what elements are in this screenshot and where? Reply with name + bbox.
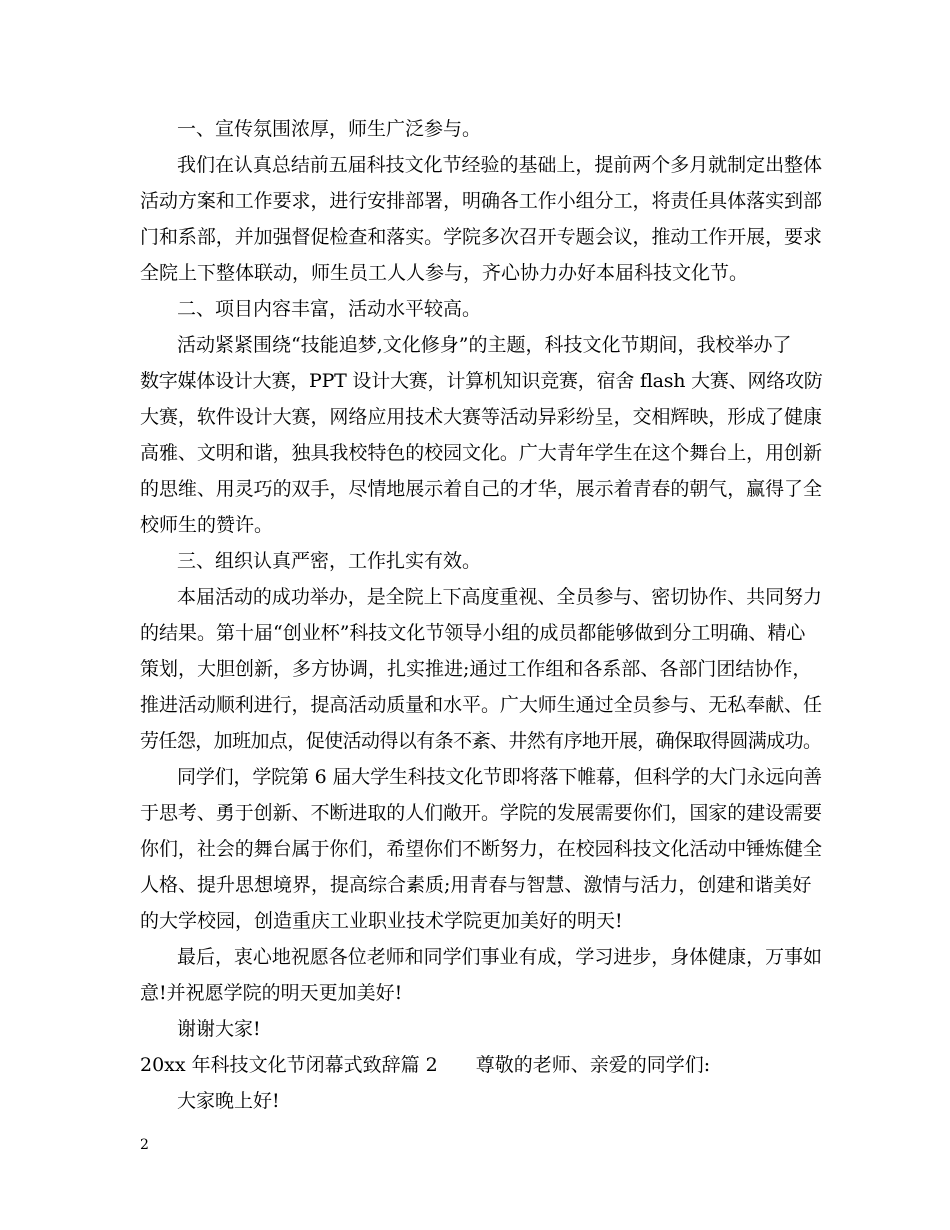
paragraph-line: 门和系部，并加强督促检查和落实。学院多次召开专题会议，推动工作开展，要求 [140, 226, 822, 248]
greeting-line: 大家晚上好! [177, 1090, 280, 1112]
paragraph-line: 高雅、文明和谐，独具我校特色的校园文化。广大青年学生在这个舞台上，用创新 [140, 442, 822, 464]
paragraph-line: 活动紧紧围绕“技能追梦,文化修身”的主题，科技文化节期间，我校举办了 [177, 334, 792, 356]
paragraph-line: 策划，大胆创新，多方协调，扎实推进;通过工作组和各系部、各部门团结协作， [140, 658, 812, 680]
section-heading-3: 三、组织认真严密，工作扎实有效。 [177, 550, 482, 572]
paragraph-line: 活动方案和工作要求，进行安排部署，明确各工作小组分工，将责任具体落实到部 [140, 190, 822, 212]
paragraph-line: 最后，衷心地祝愿各位老师和同学们事业有成，学习进步，身体健康，万事如 [177, 946, 822, 968]
paragraph-line: 的大学校园，创造重庆工业职业技术学院更加美好的明天! [140, 910, 623, 932]
paragraph-line: 我们在认真总结前五届科技文化节经验的基础上，提前两个多月就制定出整体 [177, 154, 822, 176]
paragraph-line: 劳任怨，加班加点，促使活动得以有条不紊、井然有序地开展，确保取得圆满成功。 [140, 730, 822, 752]
paragraph-line: 的思维、用灵巧的双手，尽情地展示着自己的才华，展示着青春的朝气，赢得了全 [140, 478, 822, 500]
paragraph-line: 意!并祝愿学院的明天更加美好! [140, 982, 403, 1004]
paragraph-line: 数字媒体设计大赛，PPT 设计大赛，计算机知识竞赛，宿舍 flash 大赛、网络攻防 [140, 370, 823, 392]
paragraph-line: 你们，社会的舞台属于你们，希望你们不断努力，在校园科技文化活动中锤炼健全 [140, 838, 822, 860]
section-heading-1: 一、宣传氛围浓厚，师生广泛参与。 [177, 118, 482, 140]
paragraph-line: 本届活动的成功举办，是全院上下高度重视、全员参与、密切协作、共同努力 [177, 586, 822, 608]
paragraph-line: 推进活动顺利进行，提高活动质量和水平。广大师生通过全员参与、无私奉献、任 [140, 694, 822, 716]
paragraph-line: 校师生的赞许。 [140, 514, 274, 536]
paragraph-line: 大赛，软件设计大赛，网络应用技术大赛等活动异彩纷呈，交相辉映，形成了健康 [140, 406, 822, 428]
paragraph-line: 同学们，学院第 6 届大学生科技文化节即将落下帷幕，但科学的大门永远向善 [177, 766, 822, 788]
paragraph-line: 全院上下整体联动，师生员工人人参与，齐心协力办好本届科技文化节。 [140, 262, 749, 284]
section-heading-2: 二、项目内容丰富，活动水平较高。 [177, 298, 482, 320]
thanks-line: 谢谢大家! [177, 1018, 261, 1040]
page-number: 2 [140, 1137, 149, 1153]
paragraph-line: 人格、提升思想境界，提高综合素质;用青春与智慧、激情与活力，创建和谐美好 [140, 874, 812, 896]
paragraph-line: 于思考、勇于创新、不断进取的人们敞开。学院的发展需要你们，国家的建设需要 [140, 802, 822, 824]
paragraph-line: 的结果。第十届“创业杯”科技文化节领导小组的成员都能够做到分工明确、精心 [140, 622, 806, 644]
article-title-line: 20xx 年科技文化节闭幕式致辞篇 2 尊敬的老师、亲爱的同学们: [140, 1054, 711, 1076]
